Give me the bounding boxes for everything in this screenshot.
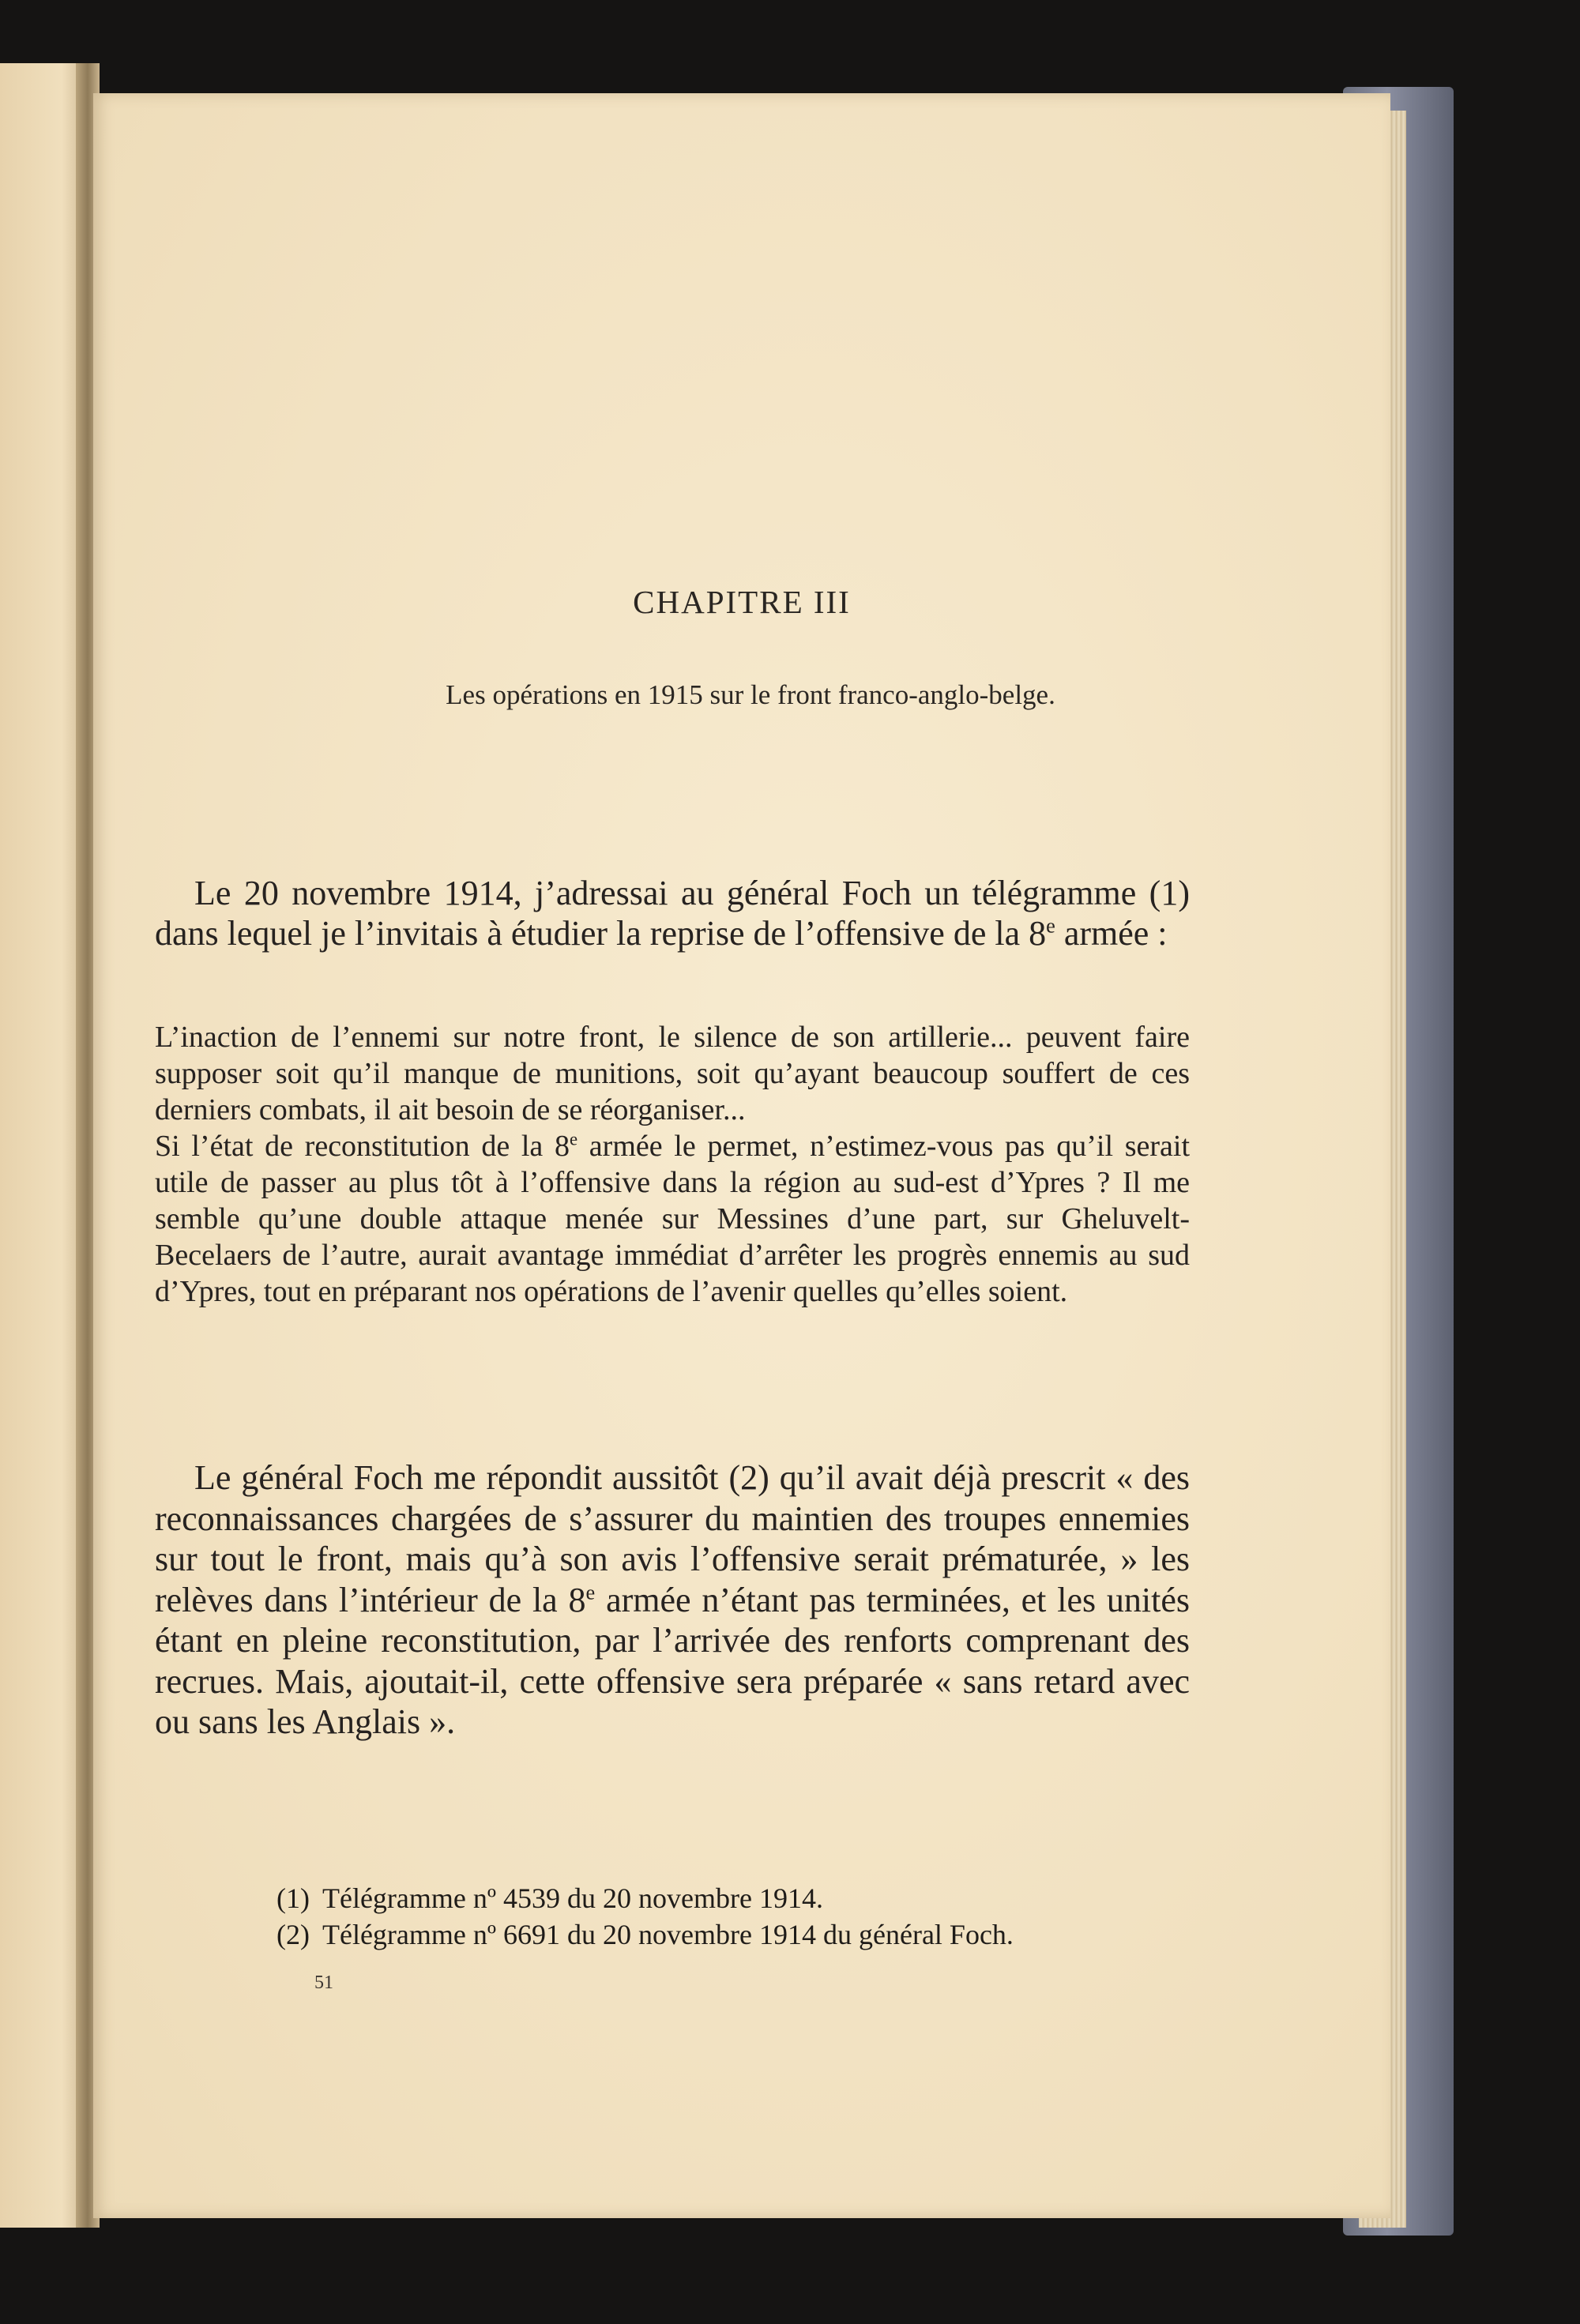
superscript: e <box>1046 913 1055 938</box>
paragraph-text: armée n’étant pas terminées, et les unités étant en pleine reconstitution, par l’arrivée des renforts comprenant des recrues. Mais, ajoutait-il, cette offensive sera préparée « sans retard avec ou sans les Anglais ». <box>155 1580 1191 1741</box>
footnote-marker: (2) <box>276 1919 310 1950</box>
paragraph-text: armée le permet, n’estimez-vous pas qu’il serait utile de passer au plus tôt à l’offensive dans la région au sud-est d’Ypres ? Il me semble qu’une double attaque menée sur Messines d’une part, sur Gheluvelt-Becelaers de l’autre, aurait avantage immédiat d’arrêter les progrès ennemis au sud d’Ypres, tout en préparant nos opérations de l’avenir quelles qu’elles soient. <box>155 1130 1191 1308</box>
superscript: e <box>569 1129 578 1149</box>
footnote-2 <box>276 1916 1185 1953</box>
paragraph-text: Le général Foch me répondit aussitôt (2) qu’il avait déjà prescrit « des reconnaissances chargées de s’assurer du maintien des troupes ennemies sur tout le front, mais qu’à son avis l’offensive serait prématurée, » les relèves dans l’intérieur de la 8 <box>155 1458 1190 1619</box>
quote-paragraph-2 <box>155 1128 1190 1310</box>
paragraph-text: armée : <box>1055 914 1168 953</box>
paragraph-text: Le 20 novembre 1914, j’adressai au général Foch un télégramme (1) dans lequel je l’invitais à étudier la reprise de l’offensive de la 8 <box>155 874 1190 953</box>
body-paragraph-2 <box>155 1457 1190 1743</box>
superscript: e <box>585 1579 596 1604</box>
page-number: 51 <box>314 1972 333 1993</box>
footnote-text: Télégramme nº 4539 du 20 novembre 1914. <box>322 1882 823 1914</box>
body-paragraph-1 <box>155 873 1190 953</box>
paragraph-text: Si l’état de reconstitution de la 8 <box>155 1130 570 1163</box>
chapter-title: CHAPITRE III <box>633 584 851 620</box>
footnote-marker: (1) <box>276 1882 310 1914</box>
footnote-text: Télégramme nº 6691 du 20 novembre 1914 du général Foch. <box>322 1919 1014 1950</box>
quoted-telegram <box>155 1019 1190 1310</box>
footnote-1 <box>276 1880 1185 1916</box>
quote-paragraph-1: L’inaction de l’ennemi sur notre front, le silence de son artillerie... peuvent faire supposer soit qu’il manque de munitions, soit qu’ayant beaucoup souffert de ces derniers combats, il ait besoin de se réorganiser... <box>155 1021 1190 1126</box>
chapter-subtitle: Les opérations en 1915 sur le front franco-anglo-belge. <box>446 679 1055 710</box>
footnotes <box>276 1880 1185 1953</box>
